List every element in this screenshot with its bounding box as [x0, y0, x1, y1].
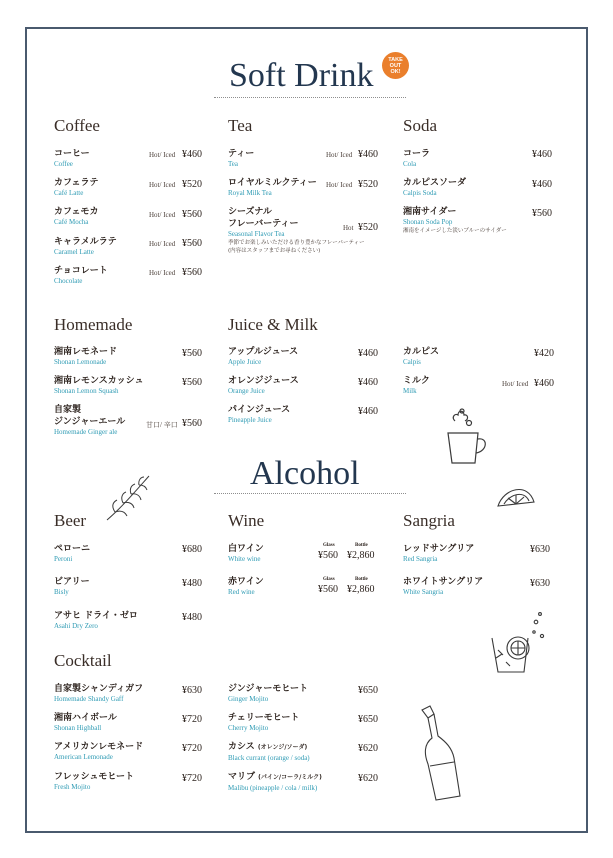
menu-item: カルピス Calpis: [403, 347, 440, 366]
bottle-icon: [416, 704, 466, 804]
menu-item: 湘南レモンスカッシュ Shonan Lemon Squash: [54, 376, 144, 395]
section-title-wine: Wine: [228, 511, 265, 530]
menu-item: コーラ Cola: [403, 149, 431, 168]
price: ¥620: [358, 773, 378, 784]
price: ¥460: [532, 179, 552, 190]
option-label: Hot: [343, 224, 354, 232]
menu-item: カシス (オレンジ/ソーダ) Black currant (orange / soda): [228, 742, 310, 762]
menu-item: キャラメルラテ Caramel Latte: [54, 237, 117, 256]
section-title-sangria: Sangria: [403, 511, 455, 530]
menu-item: ビアリー Bisly: [54, 577, 90, 596]
option-label: Hot/ Iced: [149, 240, 176, 248]
menu-item: 赤ワイン Red wine: [228, 577, 264, 596]
price: ¥720: [182, 743, 202, 754]
glass-label: Glass: [323, 543, 335, 548]
title-divider: [214, 97, 406, 98]
bottle-price: ¥2,860: [347, 584, 375, 595]
menu-item: ジンジャーモヒート Ginger Mojito: [228, 684, 309, 703]
glass-price: ¥560: [318, 550, 338, 561]
menu-item: オレンジジュース Orange Juice: [228, 376, 299, 395]
menu-item: 湘南レモネード Shonan Lemonade: [54, 347, 118, 366]
alcohol-title: Alcohol: [250, 455, 360, 492]
price: ¥460: [358, 377, 378, 388]
price: ¥460: [182, 149, 202, 160]
menu-item: 湘南ハイボール Shonan Highball: [54, 713, 117, 732]
price: ¥520: [358, 222, 378, 233]
glass-label: Glass: [323, 577, 335, 582]
menu-item: 白ワイン White wine: [228, 544, 264, 563]
price: ¥460: [534, 378, 554, 389]
section-title-homemade: Homemade: [54, 315, 133, 334]
menu-item: レッドサングリア Red Sangria: [403, 544, 475, 563]
price: ¥480: [182, 578, 202, 589]
bottle-label: Bottle: [355, 543, 368, 548]
menu-item: 自家製 ジンジャーエール Homemade Ginger ale: [54, 405, 126, 436]
price: ¥720: [182, 714, 202, 725]
price: ¥650: [358, 685, 378, 696]
soft-drink-title: Soft Drink: [229, 57, 374, 94]
price: ¥620: [358, 743, 378, 754]
menu-item: ペローニ Peroni: [54, 544, 91, 563]
menu-item: コーヒー Coffee: [54, 149, 90, 168]
menu-item: ホワイトサングリア White Sangria: [403, 577, 484, 596]
bottle-label: Bottle: [355, 577, 368, 582]
section-title-coffee: Coffee: [54, 116, 100, 135]
option-label: Hot/ Iced: [502, 380, 529, 388]
price: ¥520: [182, 179, 202, 190]
price: ¥560: [182, 209, 202, 220]
section-title-soda: Soda: [403, 116, 437, 135]
coffee-cup-icon: [440, 403, 490, 469]
price: ¥560: [182, 267, 202, 278]
lemon-slice-icon: [494, 484, 538, 514]
glass-price: ¥560: [318, 584, 338, 595]
cocktail-glass-icon: [484, 608, 550, 676]
price: ¥630: [182, 685, 202, 696]
price: ¥720: [182, 773, 202, 784]
menu-item: カフェモカ Café Mocha: [54, 207, 99, 226]
menu-item: シーズナル フレーバーティー Seasonal Flavor Tea 季節でお楽しみいただける香り豊かなフレーバーティー (内容はスタッフまでお尋ねください): [228, 207, 365, 254]
price: ¥650: [358, 714, 378, 725]
option-label: Hot/ Iced: [326, 181, 353, 189]
price: ¥520: [358, 179, 378, 190]
bottle-price: ¥2,860: [347, 550, 375, 561]
menu-item: 自家製シャンディガフ Homemade Shandy Gaff: [54, 684, 144, 703]
section-title-cocktail: Cocktail: [54, 651, 112, 670]
section-title-juice-milk: Juice & Milk: [228, 315, 318, 334]
price: ¥630: [530, 544, 550, 555]
price: ¥680: [182, 544, 202, 555]
option-label: 甘口/ 辛口: [146, 421, 178, 429]
section-title-tea: Tea: [228, 116, 253, 135]
menu-item: アメリカンレモネード American Lemonade: [54, 742, 144, 761]
price: ¥480: [182, 612, 202, 623]
menu-item: ロイヤルミルクティー Royal Milk Tea: [228, 178, 317, 197]
menu-item: マリブ (パイン/コーラ/ミルク) Malibu (pineapple / cola / milk): [228, 772, 322, 792]
price: ¥560: [182, 377, 202, 388]
price: ¥560: [182, 348, 202, 359]
title-divider: [214, 493, 406, 494]
take-out-badge: TAKE OUT OK!: [382, 52, 409, 79]
price: ¥560: [182, 418, 202, 429]
menu-item: カルピスソーダ Calpis Soda: [403, 178, 467, 197]
price: ¥560: [532, 208, 552, 219]
menu-item: 湘南サイダー Shonan Soda Pop 湘南をイメージした淡いブルーのサイダー: [403, 207, 507, 234]
option-label: Hot/ Iced: [149, 151, 176, 159]
price: ¥460: [358, 149, 378, 160]
price: ¥460: [358, 406, 378, 417]
price: ¥420: [534, 348, 554, 359]
option-label: Hot/ Iced: [149, 211, 176, 219]
menu-item: アップルジュース Apple Juice: [228, 347, 299, 366]
menu-item: ミルク Milk: [403, 376, 430, 395]
option-label: Hot/ Iced: [149, 269, 176, 277]
menu-item: カフェラテ Café Latte: [54, 178, 99, 197]
price: ¥630: [530, 578, 550, 589]
menu-item: アサヒ ドライ・ゼロ Asahi Dry Zero: [54, 611, 138, 630]
price: ¥460: [358, 348, 378, 359]
price: ¥460: [532, 149, 552, 160]
option-label: Hot/ Iced: [326, 151, 353, 159]
menu-item: チョコレート Chocolate: [54, 266, 108, 285]
menu-item: パインジュース Pineapple Juice: [228, 405, 291, 424]
section-title-beer: Beer: [54, 511, 87, 530]
menu-item: フレッシュモヒート Fresh Mojito: [54, 772, 135, 791]
price: ¥560: [182, 238, 202, 249]
menu-item: ティー Tea: [228, 149, 255, 168]
option-label: Hot/ Iced: [149, 181, 176, 189]
menu-item: チェリーモヒート Cherry Mojito: [228, 713, 300, 732]
herb-icon: [103, 472, 153, 524]
